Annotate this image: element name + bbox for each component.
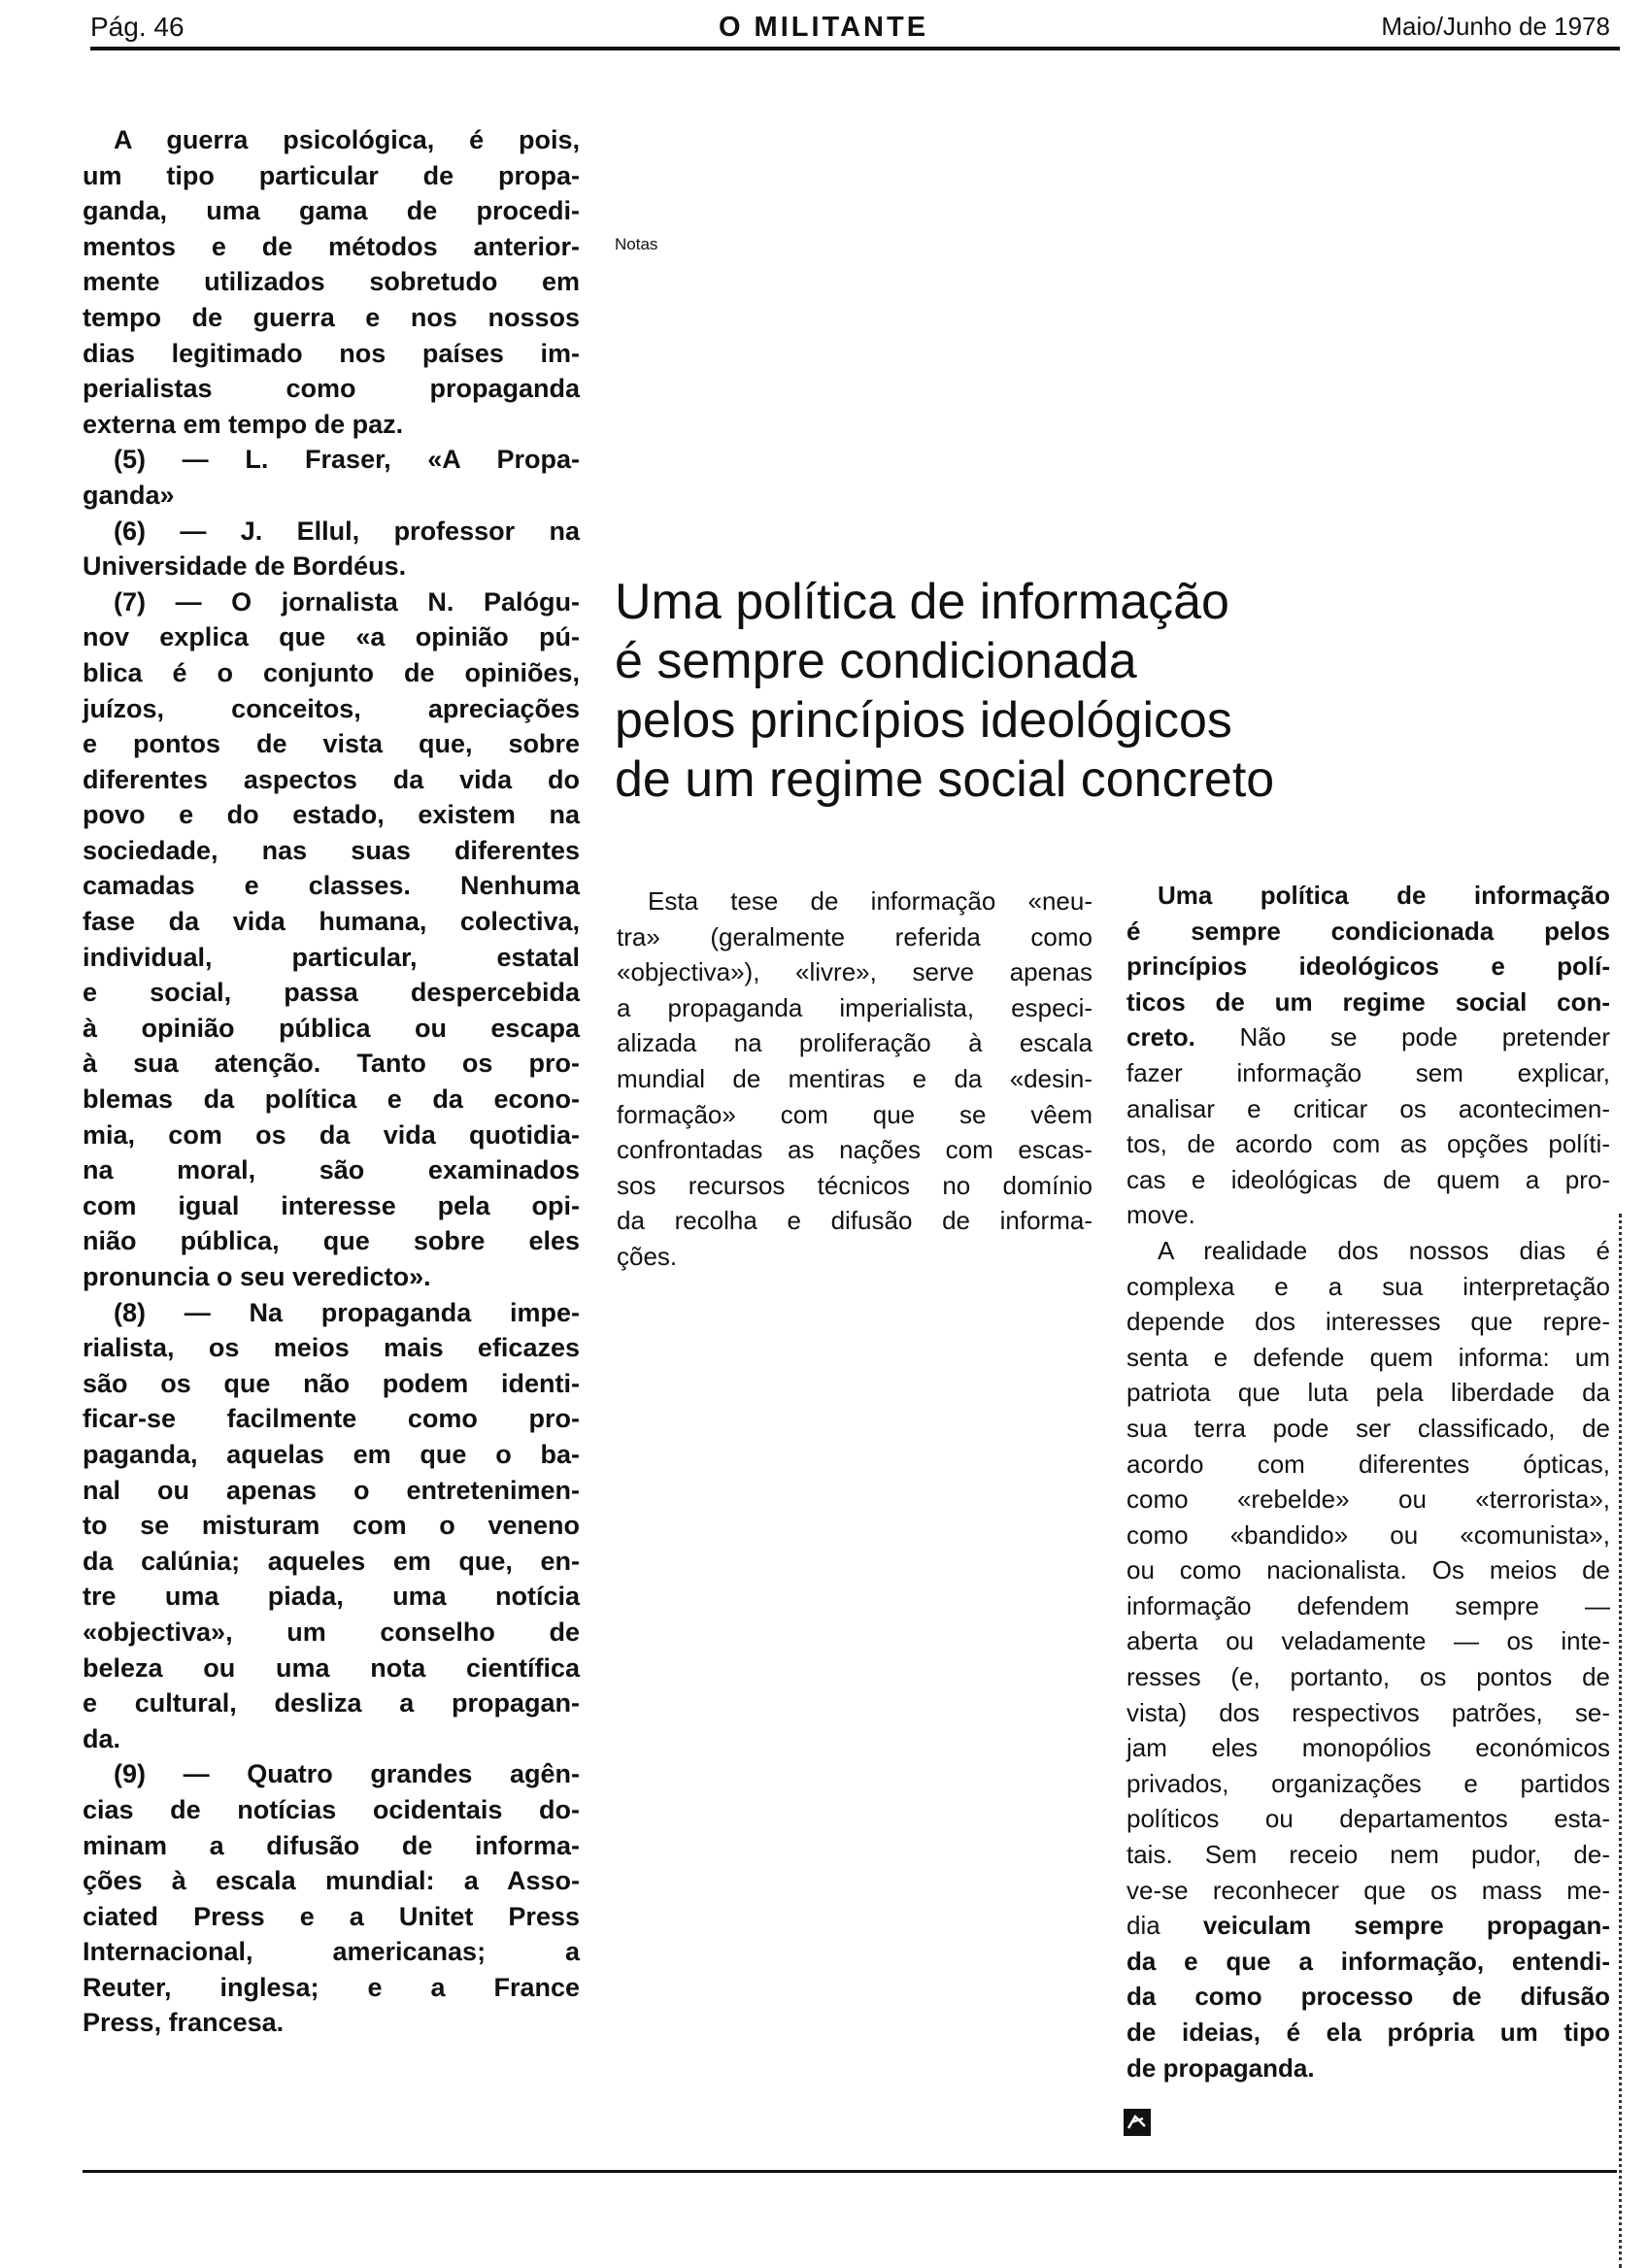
text-line: sos recursos técnicos no domínio: [617, 1170, 1092, 1200]
text-line: um tipo particular de propa-: [83, 160, 580, 190]
text-line: minam a difusão de informa-: [83, 1830, 580, 1860]
bold-text: da e que a informação, entendi-: [1126, 1946, 1610, 1976]
headline-line: é sempre condicionada: [615, 633, 1137, 689]
end-mark-icon: [1124, 2109, 1151, 2136]
text-line: [1126, 984, 1610, 1020]
text-line: privados, organizações e partidos: [1126, 1768, 1610, 1798]
text-line: [1126, 1019, 1610, 1055]
text-line: externa em tempo de paz.: [83, 409, 404, 439]
bold-text: princípios ideológicos e polí-: [1126, 951, 1610, 982]
text-line: e social, passa despercebida: [83, 978, 580, 1008]
text-line: depende dos interesses que repre-: [1126, 1307, 1610, 1337]
masthead: O MILITANTE: [718, 12, 929, 43]
text-line: são os que não podem identi-: [83, 1368, 580, 1398]
text-line: cias de notícias ocidentais do-: [83, 1794, 580, 1824]
issue-date: Maio/Junho de 1978: [1381, 12, 1610, 41]
text-line: ções.: [617, 1241, 678, 1271]
text-line: Universidade de Bordéus.: [83, 551, 407, 582]
text-line: políticos ou departamentos esta-: [1126, 1804, 1610, 1834]
text-line: povo e do estado, existem na: [83, 800, 580, 830]
bold-text: da como processo de difusão: [1126, 1982, 1610, 2012]
text-line: [1126, 914, 1610, 950]
text-line: cas e ideológicas de quem a pro-: [1126, 1164, 1610, 1194]
text-line: sua terra pode ser classificado, de: [1126, 1413, 1610, 1443]
text-line: à sua atenção. Tanto os pro-: [83, 1049, 580, 1079]
text-line: rialista, os meios mais eficazes: [83, 1333, 580, 1363]
page-edge: [1619, 1214, 1622, 2268]
text-line: [1126, 2015, 1610, 2051]
text-line: beleza ou uma nota científica: [83, 1652, 580, 1683]
text-line: informação defendem sempre —: [1126, 1590, 1610, 1620]
text-line: mente utilizados sobretudo em: [83, 267, 580, 297]
headline: [615, 573, 1274, 810]
text-line: Internacional, americanas; a: [83, 1937, 580, 1967]
notes-label: Notas: [615, 235, 658, 253]
text-line: (5) — L. Fraser, «A Propa-: [114, 445, 580, 475]
text-line: jam eles monopólios económicos: [1126, 1733, 1610, 1763]
text-line: tra» (geralmente referida como: [617, 921, 1092, 951]
text-line: fazer informação sem explicar,: [1126, 1057, 1610, 1087]
text-line: paganda, aquelas em que o ba-: [83, 1439, 580, 1469]
text-line: (6) — J. Ellul, professor na: [114, 516, 580, 546]
text: Não se pode pretender: [1194, 1022, 1610, 1052]
text-line: a propaganda imperialista, especi-: [617, 992, 1092, 1022]
text-line: «objectiva»), «livre», serve apenas: [617, 957, 1092, 987]
text-line: ções à escala mundial: a Asso-: [83, 1866, 580, 1896]
text-line: to se misturam com o veneno: [83, 1511, 580, 1541]
text-line: tre uma piada, uma notícia: [83, 1582, 580, 1612]
header-rule: [90, 47, 1620, 50]
page-number: Pág. 46: [90, 12, 185, 42]
text-line: [1126, 1979, 1610, 2015]
text-line: e pontos de vista que, sobre: [83, 729, 580, 759]
text-line: à opinião pública ou escapa: [83, 1013, 580, 1043]
text-line: ve-se reconhecer que os mass me-: [1126, 1875, 1610, 1905]
text-line: nov explica que «a opinião pú-: [83, 622, 580, 652]
text-line: resses (e, portanto, os pontos de: [1126, 1662, 1610, 1692]
bold-text: creto.: [1126, 1022, 1195, 1052]
text-line: ganda, uma gama de procedi-: [83, 196, 580, 226]
text-line: (8) — Na propaganda impe-: [114, 1297, 580, 1327]
text-line: mundial de mentiras e da «desin-: [617, 1063, 1092, 1093]
text-line: individual, particular, estatal: [83, 942, 580, 972]
text-line: analisar e criticar os acontecimen-: [1126, 1093, 1610, 1123]
text-line: da calúnia; aqueles em que, en-: [83, 1546, 580, 1576]
text-line: vista) dos respectivos patrões, se-: [1126, 1697, 1610, 1727]
text-line: acordo com diferentes ópticas,: [1126, 1449, 1610, 1479]
text-line: nal ou apenas o entretenimen-: [83, 1475, 580, 1505]
text-line: A guerra psicológica, é pois,: [114, 125, 580, 154]
text-line: juízos, conceitos, apreciações: [83, 693, 580, 723]
bold-text: de ideias, é ela própria um tipo: [1126, 2018, 1610, 2047]
text-line: Reuter, inglesa; e a France: [83, 1972, 580, 2002]
headline-line: Uma política de informação: [615, 574, 1229, 630]
text-line: mentos e de métodos anterior-: [83, 231, 580, 261]
text-line: move.: [1126, 1200, 1195, 1230]
text-line: da.: [83, 1723, 121, 1753]
text-line: patriota que luta pela liberdade da: [1126, 1378, 1610, 1408]
text-line: nião pública, que sobre eles: [83, 1226, 580, 1256]
text-line: senta e defende quem informa: um: [1126, 1342, 1610, 1372]
text-line: ou como nacionalista. Os meios de: [1126, 1555, 1610, 1585]
text-line: (7) — O jornalista N. Palógu-: [114, 586, 580, 617]
text-line: A realidade dos nossos dias é: [1158, 1235, 1610, 1265]
text-line: Press, francesa.: [83, 2008, 285, 2038]
text-line: tais. Sem receio nem pudor, de-: [1126, 1840, 1610, 1870]
bold-text: ticos de um regime social con-: [1126, 986, 1610, 1017]
text-line: na moral, são examinados: [83, 1155, 580, 1185]
text-line: ficar-se facilmente como pro-: [83, 1404, 580, 1434]
text-line: mia, com os da vida quotidia-: [83, 1119, 580, 1150]
text-line: diferentes aspectos da vida do: [83, 764, 580, 794]
text-line: formação» com que se vêem: [617, 1099, 1092, 1129]
text-line: tempo de guerra e nos nossos: [83, 302, 580, 332]
bold-text: veiculam sempre propagan-: [1202, 1911, 1611, 1941]
text-line: blica é o conjunto de opiniões,: [83, 657, 580, 687]
headline-line: pelos princípios ideológicos: [615, 692, 1232, 749]
text-line: blemas da política e da econo-: [83, 1084, 580, 1115]
bold-text: é sempre condicionada pelos: [1126, 916, 1610, 946]
text-line: como «rebelde» ou «terrorista»,: [1126, 1484, 1610, 1515]
text-line: «objectiva», um conselho de: [83, 1617, 580, 1647]
text-line: pronuncia o seu veredicto».: [83, 1262, 431, 1291]
text-line: aberta ou veladamente — os inte-: [1126, 1626, 1610, 1656]
footer-rule: [83, 2170, 1617, 2173]
text-line: com igual interesse pela opi-: [83, 1190, 580, 1220]
text-line: sociedade, nas suas diferentes: [83, 835, 580, 865]
text-line: alizada na proliferação à escala: [617, 1028, 1092, 1058]
article-column-1: [617, 884, 1092, 1275]
text-line: [1126, 949, 1610, 984]
text-line: Esta tese de informação «neu-: [648, 886, 1092, 916]
text-line: complexa e a sua interpretação: [1126, 1271, 1610, 1301]
text-line: ciated Press e a Unitet Press: [83, 1901, 580, 1931]
text-line: e cultural, desliza a propagan-: [83, 1688, 580, 1718]
text-line: dias legitimado nos países im-: [83, 338, 580, 368]
text-line: tos, de acordo com as opções políti-: [1126, 1129, 1610, 1159]
text-line: [1126, 1944, 1610, 1980]
bold-text: de propaganda.: [1126, 2052, 1315, 2083]
text-line: [1126, 1908, 1610, 1944]
headline-line: de um regime social concreto: [615, 751, 1275, 808]
text-line: camadas e classes. Nenhuma: [83, 871, 580, 901]
text-line: ganda»: [83, 480, 175, 510]
text: dia: [1126, 1911, 1203, 1941]
article-column-2: [1126, 878, 1610, 2085]
bold-text: Uma política de informação: [1158, 881, 1610, 910]
text-line: [1126, 878, 1610, 914]
footnotes-column: [83, 122, 580, 2041]
text-line: da recolha e difusão de informa-: [617, 1206, 1092, 1236]
text-line: confrontadas as nações com escas-: [617, 1135, 1092, 1165]
text-line: como «bandido» ou «comunista»,: [1126, 1519, 1610, 1550]
text-line: perialistas como propaganda: [83, 374, 580, 404]
text-line: fase da vida humana, colectiva,: [83, 907, 580, 937]
text-line: [1126, 2051, 1610, 2086]
text-line: (9) — Quatro grandes agên-: [114, 1759, 580, 1789]
